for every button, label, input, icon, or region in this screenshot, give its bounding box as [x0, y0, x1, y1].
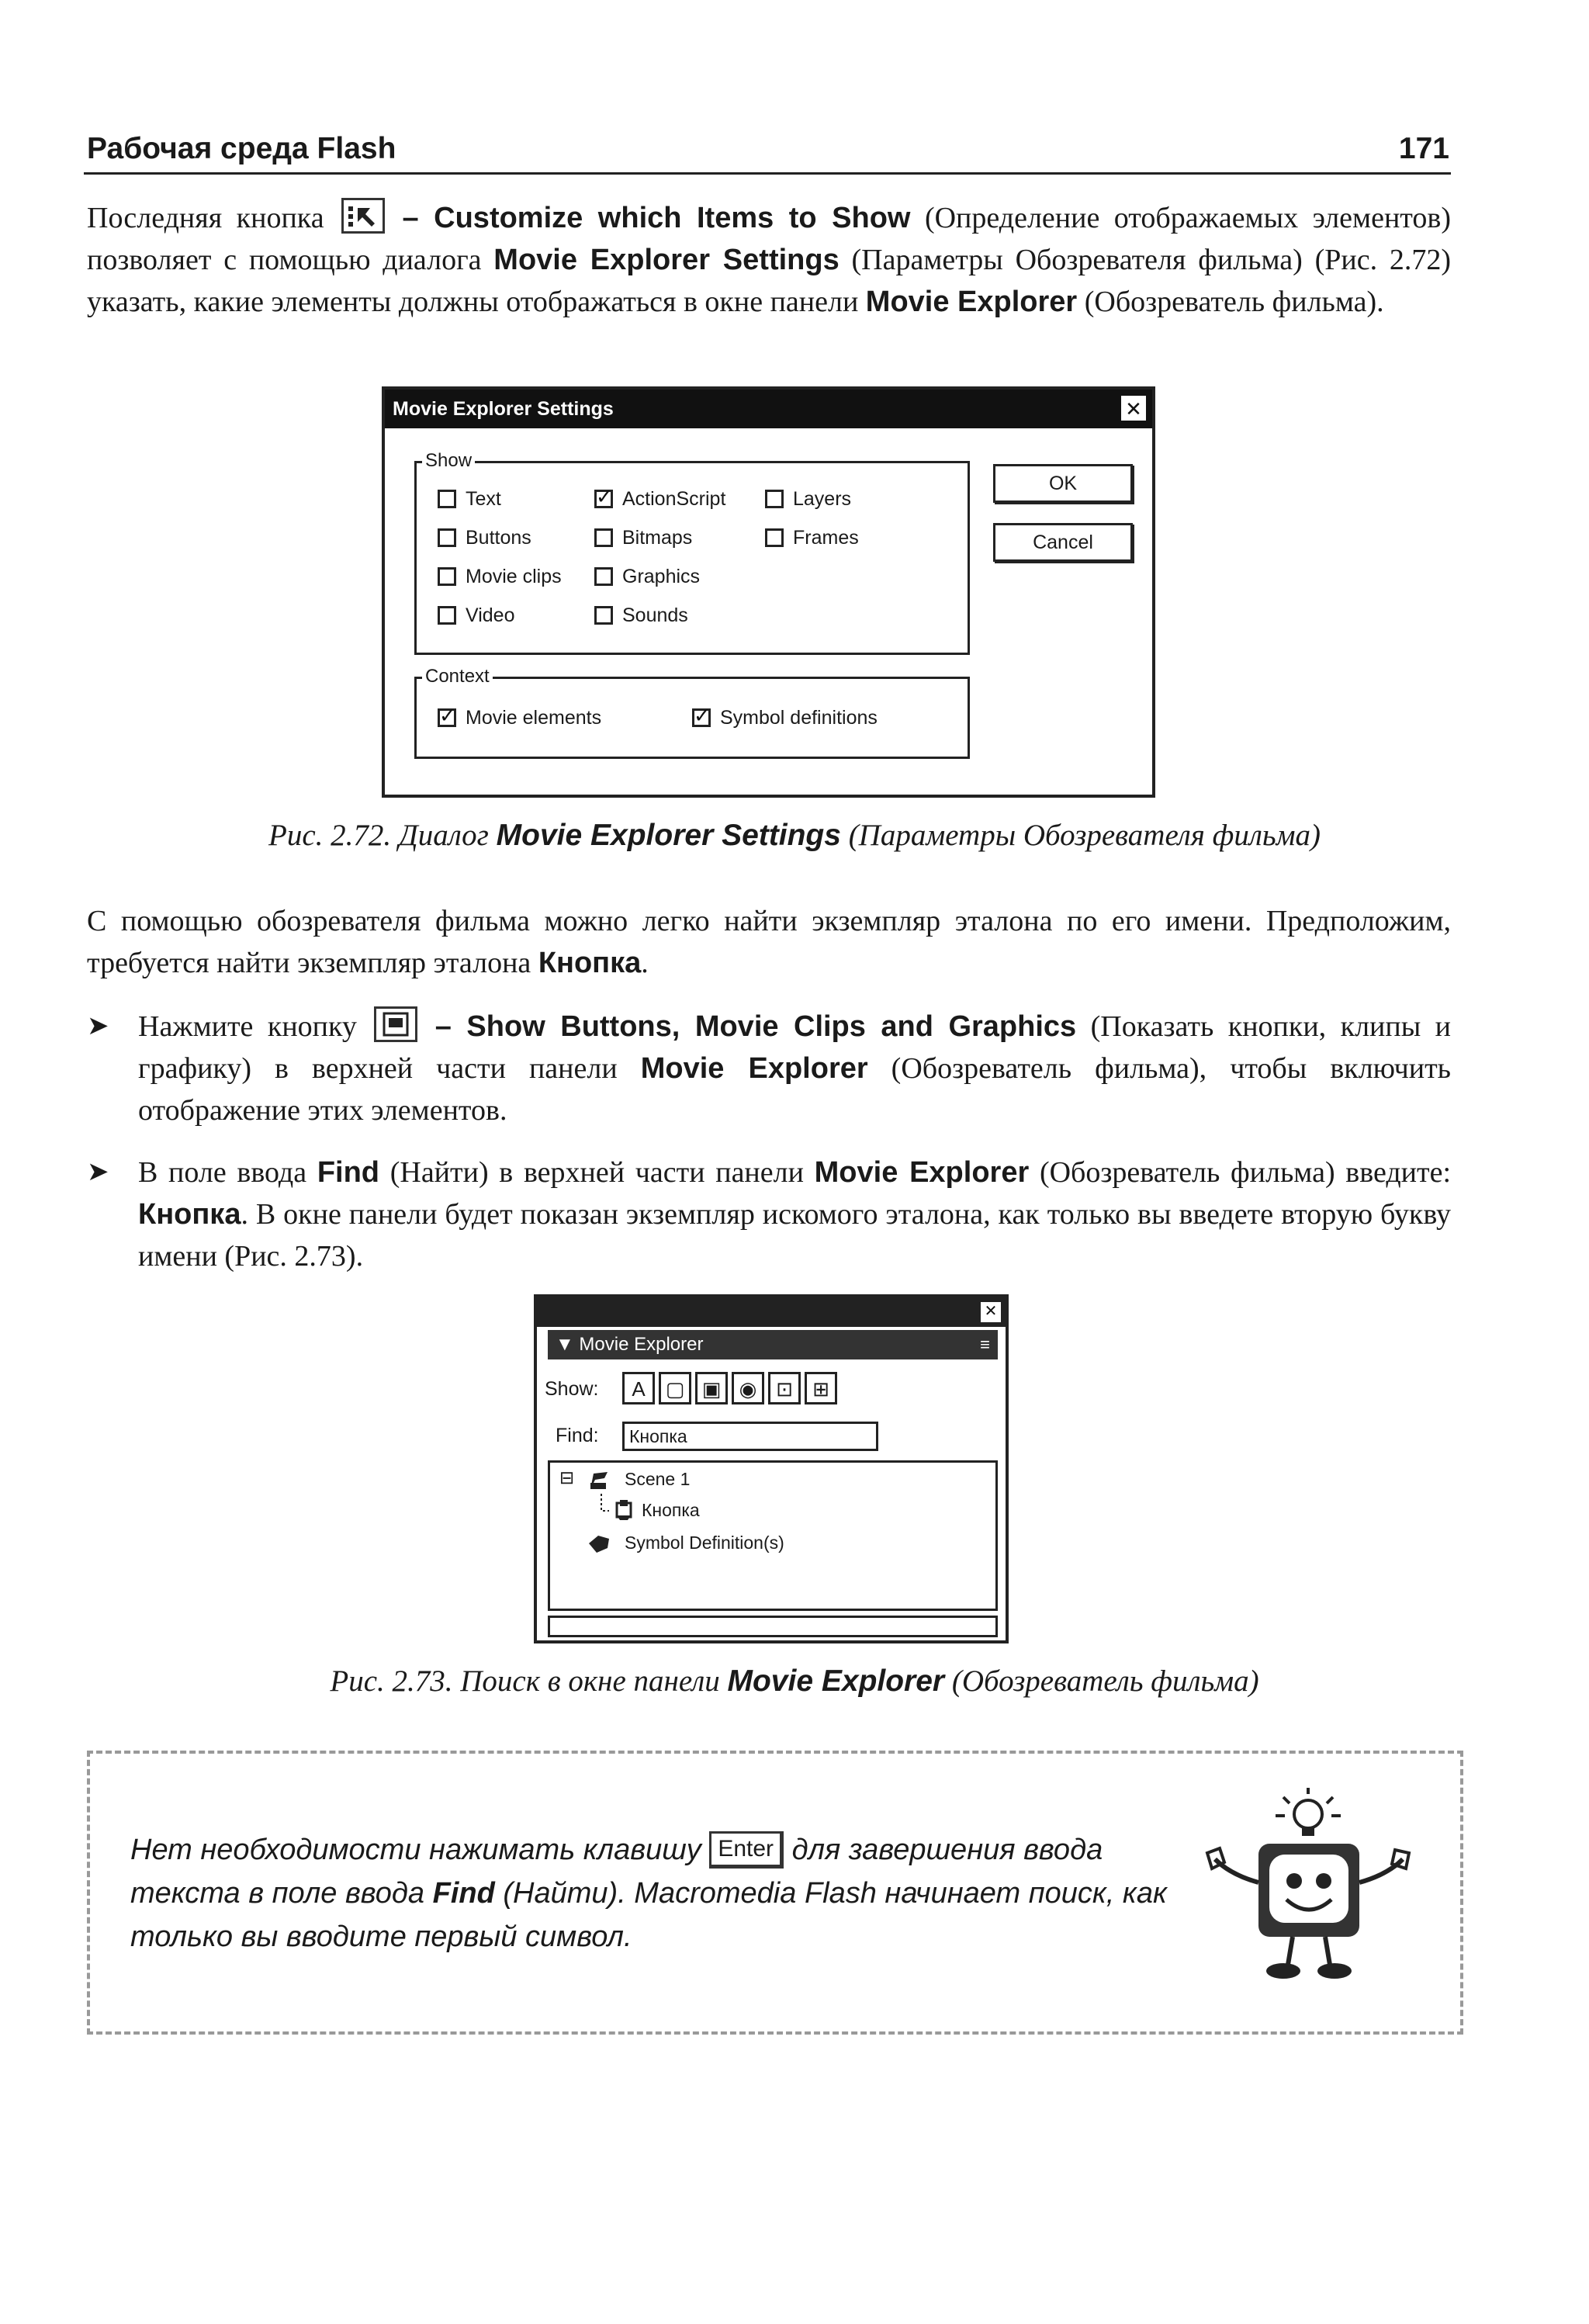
intro-text-3: (Параметры Обозревателя фильма) (Рис. 2.72) указать, какие элементы должны отображаться в окне панели	[87, 244, 1451, 318]
customize-items-button[interactable]: ⊞	[805, 1372, 837, 1404]
intro-paragraph	[87, 197, 1451, 323]
checkbox-box[interactable]	[438, 490, 456, 508]
panel-title-bar[interactable]	[548, 1330, 998, 1359]
bullet1-keyword-movie-explorer: Movie Explorer	[640, 1052, 868, 1085]
tree-item-instance[interactable]: Кнопка	[642, 1500, 700, 1520]
panel-tree-view	[548, 1460, 998, 1611]
context-group-label: Context	[422, 666, 493, 688]
checkbox-label: Sounds	[622, 604, 688, 626]
movie-explorer-settings-dialog	[382, 386, 1155, 798]
checkbox-box[interactable]	[692, 708, 711, 727]
checkbox-label: Buttons	[466, 527, 531, 549]
checkbox-label: Movie clips	[466, 566, 562, 587]
tip-text-2: для завершения ввода текста в поле ввода	[130, 1834, 1103, 1910]
checkbox-box[interactable]	[594, 606, 613, 625]
bullet2-text-2: (Найти) в верхней части панели	[379, 1156, 815, 1189]
search-paragraph	[87, 900, 1451, 984]
caption-keyword: Movie Explorer	[727, 1664, 945, 1698]
bullet1-text-1: Нажмите кнопку	[138, 1010, 357, 1043]
checkbox-sounds[interactable]	[594, 604, 688, 627]
bullet1-text-2: (Показать кнопки, клипы и графику) в верхней части панели	[138, 1010, 1452, 1085]
panel-menu-icon[interactable]: ≡	[980, 1335, 990, 1354]
caption-suffix: (Параметры Обозревателя фильма)	[840, 819, 1321, 852]
bullet2-keyword-knopka: Кнопка	[138, 1198, 241, 1231]
intro-text-2: (Определение отображаемых элементов) позволяет с помощью диалога	[87, 202, 1451, 276]
checkbox-box[interactable]	[765, 490, 784, 508]
tv-mascot-icon	[1192, 1782, 1425, 1999]
intro-text-1: Последняя кнопка	[87, 202, 324, 234]
running-header-title: Рабочая среда Flash	[87, 132, 396, 165]
panel-title: ▼ Movie Explorer	[556, 1334, 704, 1355]
tree-item-scene[interactable]: Scene 1	[625, 1469, 691, 1489]
find-input[interactable]: Кнопка	[622, 1422, 878, 1451]
checkbox-box[interactable]	[438, 567, 456, 586]
checkbox-symbol-definitions[interactable]	[692, 706, 878, 729]
show-text-button[interactable]: A	[622, 1372, 655, 1404]
checkbox-label: Graphics	[622, 566, 701, 587]
checkbox-label: Video	[466, 604, 515, 626]
caption-prefix: Рис. 2.72. Диалог	[268, 819, 497, 852]
cancel-button[interactable]: Cancel	[993, 523, 1133, 562]
dialog-title: Movie Explorer Settings	[393, 398, 614, 420]
ok-button[interactable]: OK	[993, 464, 1133, 503]
figure-caption-2-72	[0, 818, 1589, 853]
checkbox-label: Movie elements	[466, 707, 602, 729]
checkbox-box[interactable]	[765, 528, 784, 547]
para2-text-2: .	[641, 947, 649, 979]
bullet2-keyword-movie-explorer: Movie Explorer	[814, 1156, 1030, 1189]
bullet-find-field	[138, 1152, 1451, 1277]
intro-keyword-settings: Movie Explorer Settings	[493, 244, 840, 276]
bullet1-text-3: (Обозреватель фильма), чтобы включить отображение этих элементов.	[138, 1052, 1452, 1127]
bullet-marker: ➤	[87, 1012, 109, 1041]
checkbox-movie-clips[interactable]	[438, 565, 562, 588]
scene-icon	[587, 1469, 611, 1492]
intro-keyword-movie-explorer: Movie Explorer	[865, 286, 1078, 318]
panel-top-bar	[537, 1297, 1006, 1327]
checkbox-label: Frames	[793, 527, 859, 549]
checkbox-box[interactable]	[594, 567, 613, 586]
bullet2-text-4: . В окне панели будет показан экземпляр искомого эталона, как только вы введете вторую букву имени (Рис. 2.73).	[138, 1198, 1451, 1273]
checkbox-layers[interactable]	[765, 487, 851, 511]
tip-text-1: Нет необходимости нажимать клавишу	[130, 1834, 710, 1866]
para2-keyword-knopka: Кнопка	[538, 947, 642, 979]
find-label: Find:	[556, 1425, 599, 1446]
checkbox-label: Text	[466, 488, 501, 510]
show-frames-layers-button[interactable]: ⊡	[768, 1372, 801, 1404]
show-buttons-clips-graphics-icon	[374, 1006, 417, 1042]
checkbox-label: Bitmaps	[622, 527, 693, 549]
enter-key-icon: Enter	[709, 1831, 784, 1869]
intro-keyword-customize: – Customize which Items to Show	[402, 202, 911, 234]
checkbox-box[interactable]	[438, 528, 456, 547]
checkbox-box[interactable]	[594, 490, 613, 508]
tip-keyword-find: Find	[432, 1877, 495, 1910]
show-button-row	[622, 1372, 841, 1404]
header-rule	[84, 172, 1451, 175]
para2-text-1: С помощью обозревателя фильма можно легко найти экземпляр эталона по его имени. Предположим, требуется найти экземпляр эталона	[87, 905, 1451, 979]
customize-items-icon	[341, 198, 385, 234]
checkbox-actionscript[interactable]	[594, 487, 725, 511]
tree-item-symbol-definitions[interactable]: Symbol Definition(s)	[625, 1533, 784, 1553]
show-buttons-button[interactable]: ▢	[659, 1372, 691, 1404]
checkbox-video[interactable]	[438, 604, 515, 627]
show-label: Show:	[545, 1378, 599, 1400]
checkbox-bitmaps[interactable]	[594, 526, 692, 549]
dialog-title-bar	[385, 390, 1152, 428]
movie-explorer-panel	[534, 1294, 1009, 1643]
checkbox-box[interactable]	[438, 708, 456, 727]
caption-prefix: Рис. 2.73. Поиск в окне панели	[330, 1664, 728, 1698]
tree-expander-icon[interactable]: ⊟	[559, 1467, 575, 1488]
panel-status-bar	[548, 1616, 998, 1637]
bullet2-text-1: В поле ввода	[138, 1156, 317, 1189]
checkbox-box[interactable]	[594, 528, 613, 547]
checkbox-label: Symbol definitions	[720, 707, 878, 729]
figure-caption-2-73	[0, 1664, 1589, 1699]
checkbox-frames[interactable]	[765, 526, 859, 549]
checkbox-label: Layers	[793, 488, 852, 510]
bullet2-text-3: (Обозреватель фильма) введите:	[1029, 1156, 1452, 1189]
show-video-sounds-button[interactable]: ◉	[732, 1372, 764, 1404]
button-symbol-icon	[612, 1498, 635, 1522]
checkbox-text[interactable]	[438, 487, 501, 511]
caption-suffix: (Обозреватель фильма)	[944, 1664, 1259, 1698]
bullet2-keyword-find: Find	[317, 1156, 380, 1189]
checkbox-buttons[interactable]	[438, 526, 531, 549]
bullet-show-buttons	[138, 1006, 1451, 1131]
tip-text	[130, 1828, 1170, 1959]
page-number: 171	[1398, 132, 1449, 165]
dialog-close-icon[interactable]: ✕	[1121, 396, 1146, 421]
checkbox-movie-elements[interactable]	[438, 706, 601, 729]
panel-close-icon[interactable]: ✕	[981, 1302, 1001, 1322]
checkbox-box[interactable]	[438, 606, 456, 625]
tip-text-3: (Найти). Macromedia Flash начинает поиск, как только вы вводите первый символ.	[130, 1877, 1167, 1953]
show-actionscript-button[interactable]: ▣	[695, 1372, 728, 1404]
intro-text-4: (Обозреватель фильма).	[1077, 286, 1384, 318]
bullet1-keyword-show-buttons: – Show Buttons, Movie Clips and Graphics	[434, 1010, 1077, 1043]
bullet-marker: ➤	[87, 1158, 109, 1186]
symbol-definitions-icon	[587, 1531, 611, 1554]
checkbox-graphics[interactable]	[594, 565, 700, 588]
caption-keyword: Movie Explorer Settings	[496, 819, 841, 852]
checkbox-label: ActionScript	[622, 488, 726, 510]
show-group-label: Show	[422, 450, 475, 472]
